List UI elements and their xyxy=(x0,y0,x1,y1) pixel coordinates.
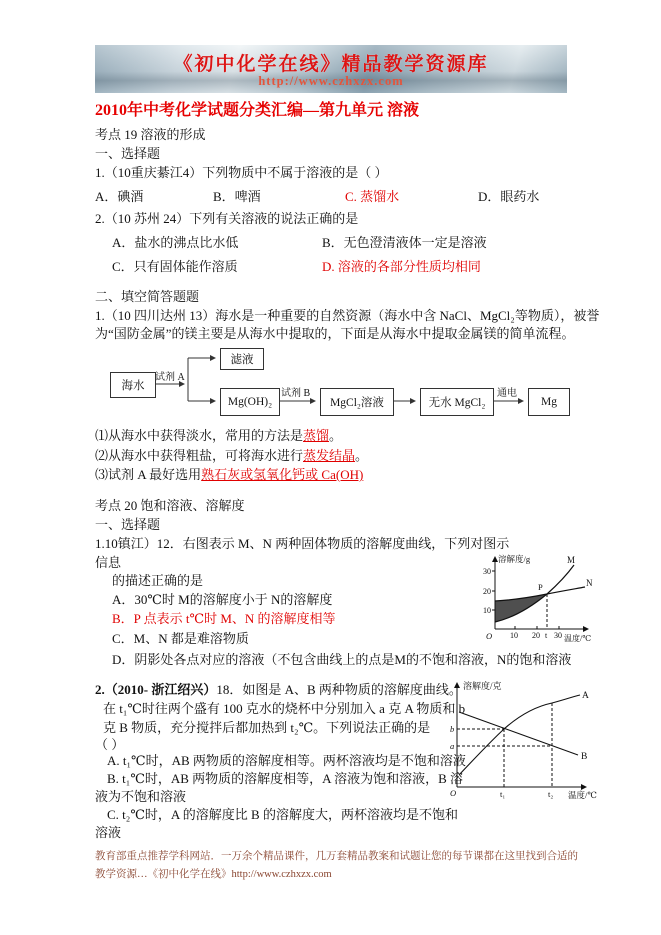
flow-label-electrolysis: 通电 xyxy=(497,388,517,399)
y-tick-10: 10 xyxy=(483,606,491,615)
curve-A-label: A xyxy=(582,691,589,701)
footer-line1: 教育部重点推荐学科网站．一万余个精品课件，几万套精品教案和试题让您的每节课都在这里找到合适的 xyxy=(95,851,578,862)
q2-source-bold: 2.（2010- 浙江绍兴） xyxy=(95,682,217,697)
x-axis-label: 温度/℃ xyxy=(564,634,592,642)
s19-q2-option-b: B．无色澄清液体一定是溶液 xyxy=(322,235,487,250)
y-tick-20: 20 xyxy=(483,587,491,596)
x-tick-20: 20 xyxy=(532,631,540,640)
s20-q2-stem-line3: 克 B 物质，充分搅拌后都加热到 t₂℃。下列说法正确的是 xyxy=(103,720,431,735)
answer3-prefix: ⑶试剂 A 最好选用 xyxy=(95,467,202,482)
flow-box-anhydrous-mgcl2: 无水 MgCl₂ xyxy=(420,388,494,416)
section19-subheading-choice: 一、选择题 xyxy=(95,146,161,161)
s20-q2-option-b-wrap: 液为不饱和溶液 xyxy=(95,789,187,804)
s19-q3-stem-line1: 1.（10 四川达州 13）海水是一种重要的自然资源（海水中含 NaCl、MgCl₂等物质），被誉 xyxy=(95,308,600,323)
answer2-prefix: ⑵从海水中获得粗盐，可将海水进行 xyxy=(95,448,304,463)
s20-q2-stem-line1 xyxy=(95,682,462,698)
answer1-value: 蒸馏 xyxy=(303,428,330,443)
x-axis-label: 温度/℃ xyxy=(568,790,597,800)
section20-heading: 考点 20 饱和溶液、溶解度 xyxy=(95,498,245,513)
x-tick-t1: t₁ xyxy=(500,789,506,799)
s20-q2-stem-line4: （ ） xyxy=(95,737,125,752)
s19-q1-option-a: A．碘酒 xyxy=(95,189,144,204)
curve-B xyxy=(459,712,578,755)
s19-q3-answer-3 xyxy=(95,467,363,483)
s20-q1-stem-line1: 1.10镇江）12．右图表示 M、N 两种固体物质的溶解度曲线，下列对图示 xyxy=(95,536,510,551)
answer1-suffix: 。 xyxy=(329,428,343,443)
s20-q1-option-d: D．阴影处各点对应的溶液（不包含曲线上的点是M的不饱和溶液，N的饱和溶液 xyxy=(112,652,572,667)
solubility-chart-AB xyxy=(450,675,600,800)
x-tick-t2: t₂ xyxy=(548,789,554,799)
section19-heading: 考点 19 溶液的形成 xyxy=(95,127,206,142)
banner-url: http://www.czhxzx.com xyxy=(258,74,404,88)
s20-q2-stem-line2: 在 t₁℃时往两个盛有 100 克水的烧杯中分别加入 a 克 A 物质和 b xyxy=(103,701,466,716)
section20-subheading-choice: 一、选择题 xyxy=(95,517,161,532)
y-axis-label: 溶解度/克 xyxy=(463,681,502,691)
x-tick-30: 30 xyxy=(554,631,562,640)
flow-box-filtrate: 滤液 xyxy=(220,348,264,370)
s19-q1-option-c-answer: C. 蒸馏水 xyxy=(345,189,400,204)
s19-q3-answer-2 xyxy=(95,448,368,464)
curve-M-label: M xyxy=(567,555,576,565)
y-tick-30: 30 xyxy=(483,567,491,576)
y-tick-b: b xyxy=(450,724,455,734)
y-tick-a: a xyxy=(450,741,455,751)
origin-label: O xyxy=(486,631,493,641)
s19-q3-stem-line2: 为“国防金属”的镁主要是从海水中提取的，下面是从海水中提取金属镁的简单流程。 xyxy=(95,326,575,341)
curve-B-label: B xyxy=(581,752,588,762)
s19-q2-option-c: C．只有固体能作溶质 xyxy=(112,259,238,274)
s19-q1-option-d: D．眼药水 xyxy=(478,189,540,204)
point-P-label: P xyxy=(538,582,543,592)
origin-label: O xyxy=(450,788,457,798)
y-axis-label: 溶解度/g xyxy=(498,554,531,564)
page-title: 2010年中考化学试题分类汇编—第九单元 溶液 xyxy=(95,102,420,119)
s19-q2-stem: 2.（10 苏州 24）下列有关溶液的说法正确的是 xyxy=(95,211,359,226)
answer2-suffix: 。 xyxy=(355,448,369,463)
footer-line2: 教学资源…《初中化学在线》http://www.czhxzx.com xyxy=(95,869,332,880)
curve-A xyxy=(459,695,580,775)
s19-q1-stem: 1.（10重庆綦江4）下列物质中不属于溶液的是（ ） xyxy=(95,165,388,180)
s20-q2-option-c: C. t₂℃时，A 的溶解度比 B 的溶解度大，两杯溶液均是不饱和 xyxy=(107,807,458,822)
answer1-prefix: ⑴从海水中获得淡水，常用的方法是 xyxy=(95,428,304,443)
s19-q1-option-b: B．啤酒 xyxy=(213,189,261,204)
site-banner xyxy=(95,45,567,93)
flow-box-seawater: 海水 xyxy=(110,372,156,398)
solubility-chart-MN xyxy=(482,550,596,642)
answer3-value: 熟石灰或氢氧化钙或 Ca(OH) xyxy=(201,467,364,482)
x-tick-10: 10 xyxy=(510,631,518,640)
q2-stem-rest: 18．如图是 A、B 两种物质的溶解度曲线。 xyxy=(216,682,462,697)
s20-q2-option-a: A. t₁℃时，AB 两物质的溶解度相等。两杯溶液均是不饱和溶液 xyxy=(107,753,466,768)
flow-box-mg: Mg xyxy=(528,388,570,416)
s19-q2-option-d-answer: D. 溶液的各部分性质均相同 xyxy=(322,259,481,274)
banner-title: 《初中化学在线》精品教学资源库 xyxy=(173,54,489,75)
s20-q2-option-b: B. t₁℃时，AB 两物质的溶解度相等，A 溶液为饱和溶液，B 溶 xyxy=(107,771,464,786)
s19-q3-answer-1 xyxy=(95,428,342,444)
answer2-value: 蒸发结晶 xyxy=(303,448,356,463)
s20-q1-option-b-answer: B．P 点表示 t℃时 M、N 的溶解度相等 xyxy=(112,611,336,626)
s20-q2-option-c-wrap: 溶液 xyxy=(95,825,122,840)
curve-N-label: N xyxy=(586,578,593,588)
s20-q1-option-a: A．30℃时 M的溶解度小于 N的溶解度 xyxy=(112,592,333,607)
flow-box-mgcl2-solution: MgCl₂溶液 xyxy=(320,388,394,416)
x-tick-t: t xyxy=(545,631,548,640)
flow-label-reagent-a: 试剂 A xyxy=(155,372,185,383)
flow-label-reagent-b: 试剂 B xyxy=(281,388,311,399)
magnesium-extraction-flowchart xyxy=(95,348,575,420)
s20-q1-option-c: C．M、N 都是难溶物质 xyxy=(112,631,249,646)
s20-q1-stem-line2: 信息 xyxy=(95,555,122,570)
s19-q2-option-a: A．盐水的沸点比水低 xyxy=(112,235,239,250)
flow-box-mgoh2: Mg(OH)₂ xyxy=(220,388,280,416)
s20-q1-stem-line3: 的描述正确的是 xyxy=(112,573,204,588)
section19-subheading-fill: 二、填空简答题题 xyxy=(95,289,200,304)
